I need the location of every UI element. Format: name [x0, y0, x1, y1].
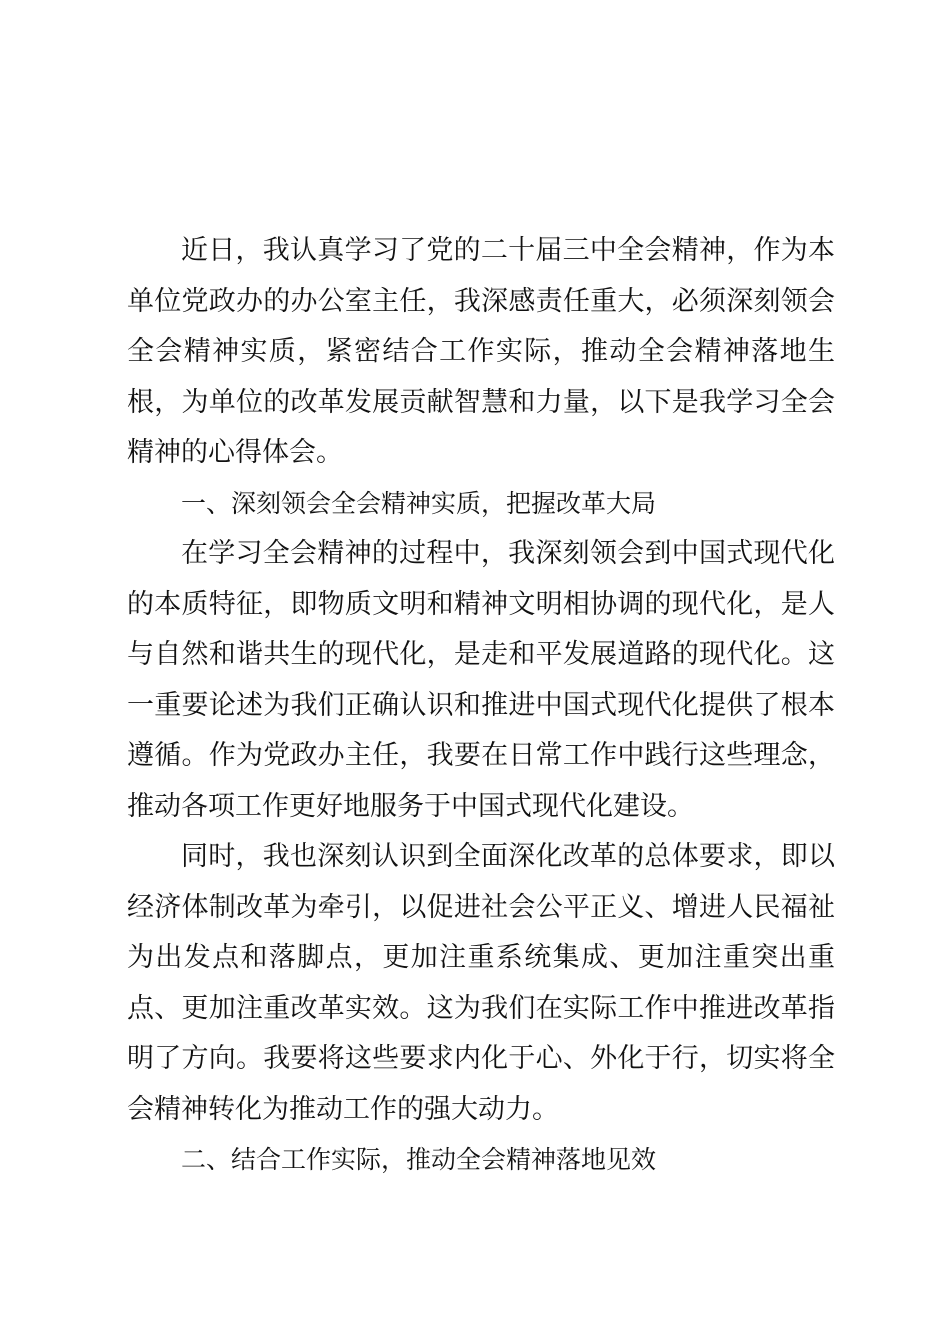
- section-heading-2: 二、结合工作实际，推动全会精神落地见效: [181, 1145, 657, 1174]
- section-heading-1: 一、深刻领会全会精神实质，把握改革大局: [181, 488, 657, 518]
- paragraph-reform-requirements: 同时，我也深刻认识到全面深化改革的总体要求，即以经济体制改革为牵引，以促进社会公平正义、增进人民福祉为出发点和落脚点，更加注重系统集成、更加注重突出重点、更加注重改革实效。这为我们在实际工作中推进改革指明了方向。我要将这些要求内化于心、外化于行，切实将全会精神转化为推动工作的强大动力。: [127, 841, 835, 1125]
- paragraph-modernization: 在学习全会精神的过程中，我深刻领会到中国式现代化的本质特征，即物质文明和精神文明相协调的现代化，是人与自然和谐共生的现代化，是走和平发展道路的现代化。这一重要论述为我们正确认识和推进中国式现代化提供了根本遵循。作为党政办主任，我要在日常工作中践行这些理念，推动各项工作更好地服务于中国式现代化建设。: [127, 538, 835, 822]
- document-body: [127, 226, 835, 1186]
- paragraph-intro: 近日，我认真学习了党的二十届三中全会精神，作为本单位党政办的办公室主任，我深感责任重大，必须深刻领会全会精神实质，紧密结合工作实际，推动全会精神落地生根，为单位的改革发展贡献智慧和力量，以下是我学习全会精神的心得体会。: [127, 235, 835, 468]
